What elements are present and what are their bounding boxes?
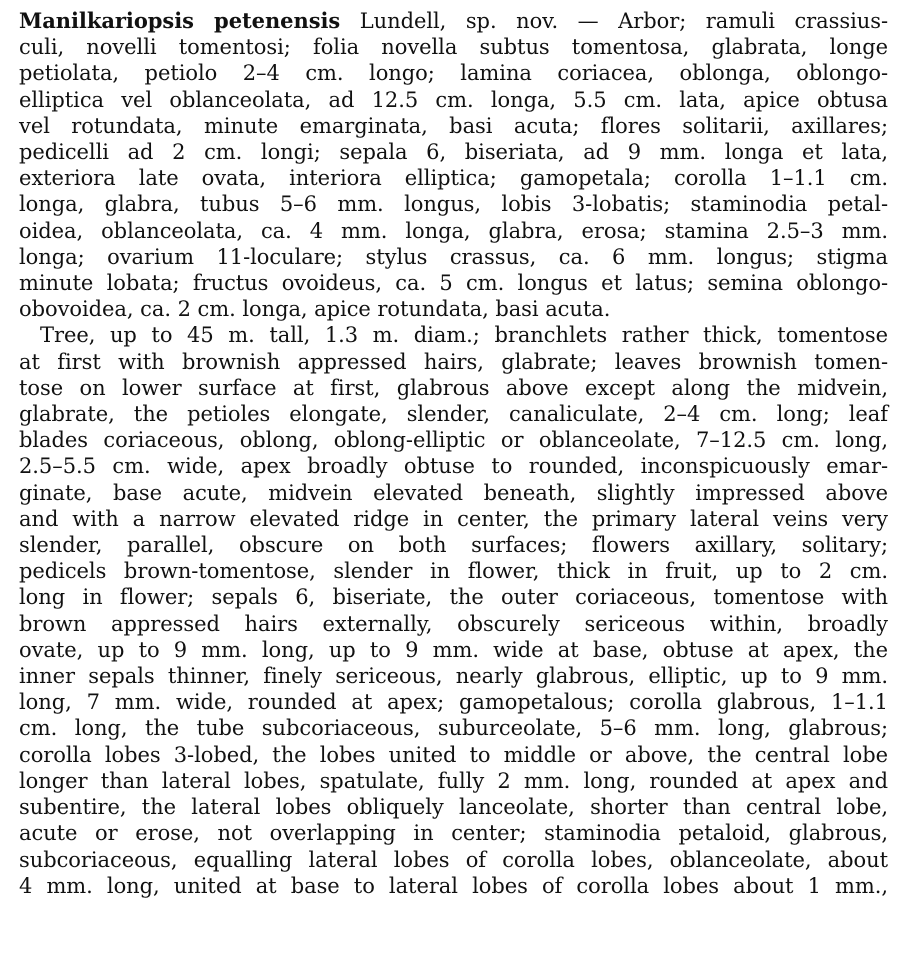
latin-diagnosis-paragraph: [19, 8, 888, 322]
text-line: longa; ovarium 11-loculare; stylus crassus, ca. 6 mm. longus; stigma: [19, 244, 888, 269]
text-line: glabrate, the petioles elongate, slender, canaliculate, 2–4 cm. long; leaf: [19, 402, 888, 427]
text-line: 2.5–5.5 cm. wide, apex broadly obtuse to rounded, inconspicuously emar-: [19, 454, 888, 479]
text-line: slender, parallel, obscure on both surfaces; flowers axillary, solitary;: [19, 533, 888, 558]
text-line: and with a narrow elevated ridge in center, the primary lateral veins very: [19, 506, 888, 531]
text-line: at first with brownish appressed hairs, glabrate; leaves brownish tomen-: [19, 349, 888, 374]
text-line: vel rotundata, minute emarginata, basi acuta; flores solitarii, axillares;: [19, 113, 888, 138]
species-name: Manilkariopsis petenensis: [19, 8, 341, 33]
text-line: elliptica vel oblanceolata, ad 12.5 cm. longa, 5.5 cm. lata, apice obtusa: [19, 87, 888, 112]
text-line: ginate, base acute, midvein elevated beneath, slightly impressed above: [19, 480, 888, 505]
text-line: brown appressed hairs externally, obscurely sericeous within, broadly: [19, 611, 888, 636]
text-line: long in flower; sepals 6, biseriate, the outer coriaceous, tomentose with: [19, 585, 888, 610]
text-line: petiolata, petiolo 2–4 cm. longo; lamina coriacea, oblonga, oblongo-: [19, 61, 888, 86]
text-line: tose on lower surface at first, glabrous above except along the midvein,: [19, 375, 888, 400]
text-line: culi, novelli tomentosi; folia novella subtus tomentosa, glabrata, longe: [19, 35, 888, 60]
text-line: long, 7 mm. wide, rounded at apex; gamopetalous; corolla glabrous, 1–1.1: [19, 690, 888, 715]
text-line: acute or erose, not overlapping in center; staminodia petaloid, glabrous,: [19, 821, 888, 846]
english-description-paragraph: [19, 322, 888, 898]
text-line: [19, 8, 888, 34]
text-line: cm. long, the tube subcoriaceous, suburceolate, 5–6 mm. long, glabrous;: [19, 716, 888, 741]
text-line: inner sepals thinner, finely sericeous, nearly glabrous, elliptic, up to 9 mm.: [19, 664, 888, 689]
text-line: longer than lateral lobes, spatulate, fully 2 mm. long, rounded at apex and: [19, 768, 888, 793]
text-line: oidea, oblanceolata, ca. 4 mm. longa, glabra, erosa; stamina 2.5–3 mm.: [19, 218, 888, 243]
text-line: minute lobata; fructus ovoideus, ca. 5 cm. longus et latus; semina oblongo-: [19, 271, 888, 296]
text-line: pedicels brown-tomentose, slender in flower, thick in fruit, up to 2 cm.: [19, 559, 888, 584]
text-line: blades coriaceous, oblong, oblong-elliptic or oblanceolate, 7–12.5 cm. long,: [19, 428, 888, 453]
text-line: exteriora late ovata, interiora elliptica; gamopetala; corolla 1–1.1 cm.: [19, 166, 888, 191]
text-line: subentire, the lateral lobes obliquely lanceolate, shorter than central lobe,: [19, 795, 888, 820]
text-line: corolla lobes 3-lobed, the lobes united to middle or above, the central lobe: [19, 742, 888, 767]
text-line: 4 mm. long, united at base to lateral lobes of corolla lobes about 1 mm.,: [19, 873, 888, 898]
line-text: Lundell, sp. nov. — Arbor; ramuli crassius-: [340, 9, 888, 33]
text-line: longa, glabra, tubus 5–6 mm. longus, lobis 3-lobatis; staminodia petal-: [19, 192, 888, 217]
text-line: obovoidea, ca. 2 cm. longa, apice rotundata, basi acuta.: [19, 297, 611, 322]
text-line: subcoriaceous, equalling lateral lobes of corolla lobes, oblanceolate, about: [19, 847, 888, 872]
text-line: Tree, up to 45 m. tall, 1.3 m. diam.; branchlets rather thick, tomentose: [40, 323, 888, 348]
text-line: pedicelli ad 2 cm. longi; sepala 6, biseriata, ad 9 mm. longa et lata,: [19, 140, 888, 165]
text-line: ovate, up to 9 mm. long, up to 9 mm. wide at base, obtuse at apex, the: [19, 637, 888, 662]
